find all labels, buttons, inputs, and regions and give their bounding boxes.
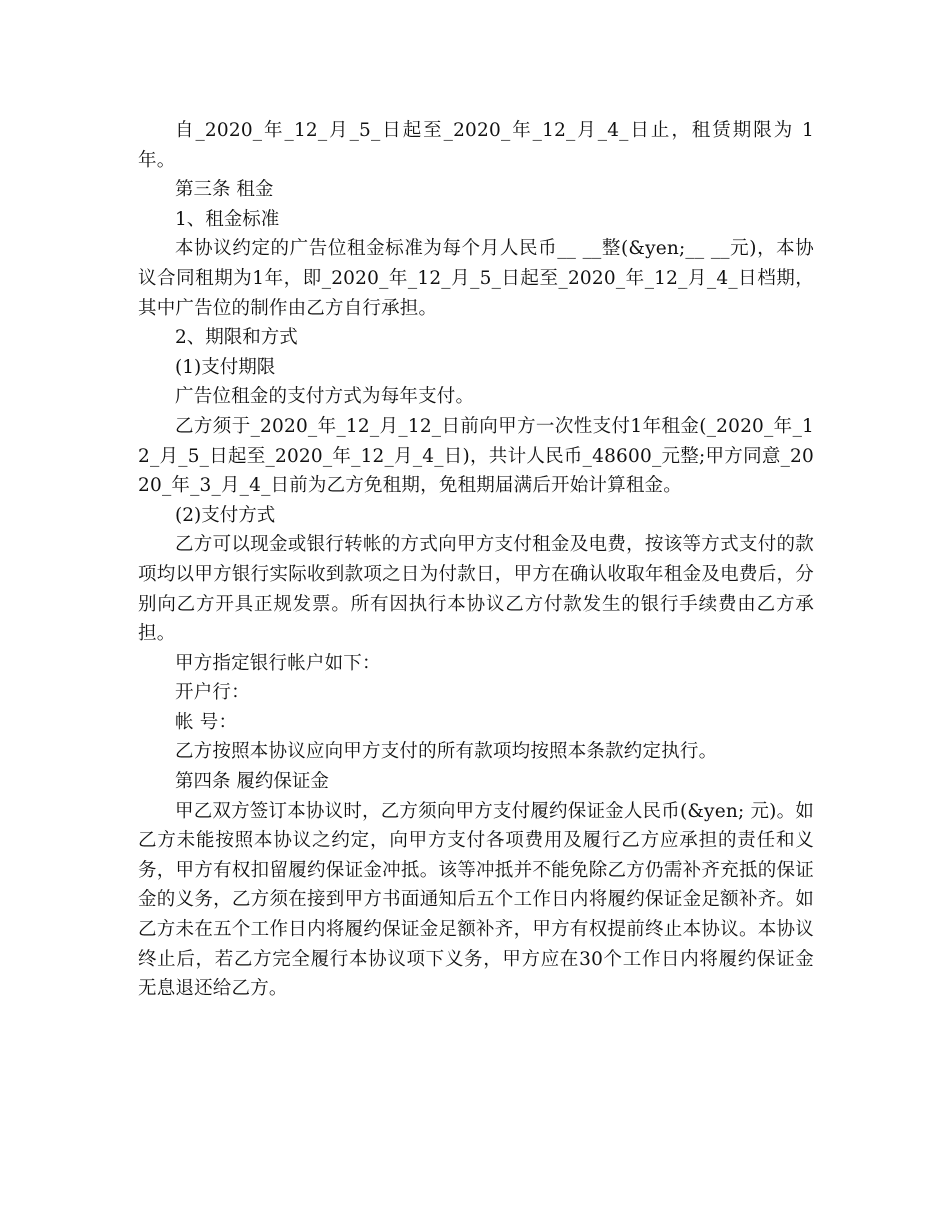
document-page bbox=[138, 116, 814, 1004]
heading-rent-standard: 1、租金标准 bbox=[175, 208, 280, 230]
heading-payment-method: (2)支付方式 bbox=[175, 504, 276, 526]
paragraph-payment-execution: 乙方按照本协议应向甲方支付的所有款项均按照本条款约定执行。 bbox=[175, 741, 718, 763]
paragraph-payment-method: 乙方可以现金或银行转帐的方式向甲方支付租金及电费，按该等方式支付的款项均以甲方银行实际收到款项之日为付款日，甲方在确认收取年租金及电费后，分别向乙方开具正规发票。所有因执行本协议乙方付款发生的银行手续费由乙方承担。 bbox=[138, 534, 814, 645]
heading-article-3-rent: 第三条 租金 bbox=[175, 179, 274, 201]
paragraph-rent-standard: 本协议约定的广告位租金标准为每个月人民币__ __整(&yen;__ __元)，本协议合同租期为1年，即_2020_年_12_月_5_日起至_2020_年_12_月_4_日档期，其中广告位的制作由乙方自行承担。 bbox=[138, 238, 814, 319]
paragraph-deposit: 甲乙双方签订本协议时，乙方须向甲方支付履约保证金人民币(&yen; 元)。如乙方未能按照本协议之约定，向甲方支付各项费用及履行乙方应承担的责任和义务，甲方有权扣留履约保证金冲抵。该等冲抵并不能免除乙方仍需补齐充抵的保证金的义务，乙方须在接到甲方书面通知后五个工作日内将履约保证金足额补齐。如乙方未在五个工作日内将履约保证金足额补齐，甲方有权提前终止本协议。本协议终止后，若乙方完全履行本协议项下义务，甲方应在30个工作日内将履约保证金无息退还给乙方。 bbox=[138, 800, 814, 1000]
paragraph-bank-account-intro: 甲方指定银行帐户如下： bbox=[175, 652, 381, 674]
heading-article-4-deposit: 第四条 履约保证金 bbox=[175, 771, 329, 793]
paragraph-payment-deadline: 乙方须于_2020_年_12_月_12_日前向甲方一次性支付1年租金(_2020_年_12_月_5_日起至_2020_年_12_月_4_日)，共计人民币_48600_元整;甲方同意_2020_年_3_月_4_日前为乙方免租期，免租期届满后开始计算租金。 bbox=[138, 415, 814, 497]
heading-term-and-method: 2、期限和方式 bbox=[175, 327, 298, 349]
paragraph-bank-name: 开户行： bbox=[175, 682, 250, 704]
paragraph-lease-term: 自_2020_年_12_月_5_日起至_2020_年_12_月_4_日止，租赁期限为 1 年。 bbox=[138, 120, 814, 171]
paragraph-account-number: 帐 号： bbox=[175, 711, 238, 733]
paragraph-payment-frequency: 广告位租金的支付方式为每年支付。 bbox=[175, 386, 475, 408]
heading-payment-term: (1)支付期限 bbox=[175, 356, 276, 378]
